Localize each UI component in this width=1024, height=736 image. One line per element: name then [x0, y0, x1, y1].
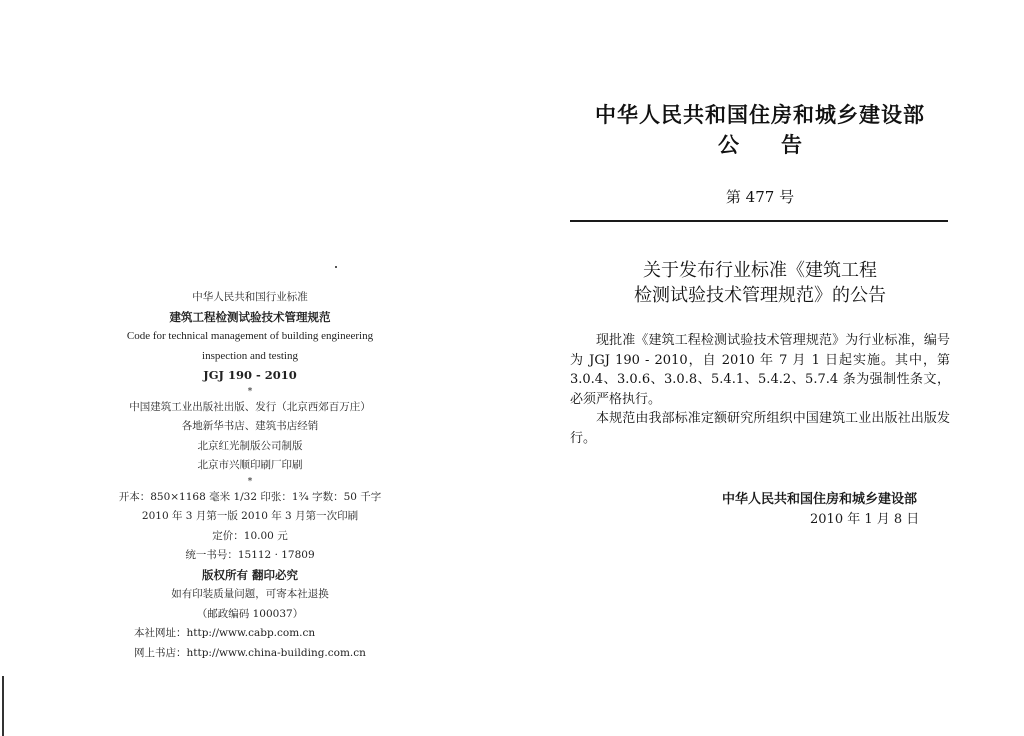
copyright-line: 各地新华书店、建筑书店经销: [181, 420, 319, 432]
separator-star: *: [247, 476, 253, 487]
signature-date: 2010 年 1 月 8 日: [810, 512, 920, 527]
ministry-title: 中华人民共和国住房和城乡建设部: [595, 102, 925, 127]
copyright-line: 定价：10.00 元: [212, 529, 288, 542]
copyright-line: 版权所有 翻印必究: [201, 567, 298, 582]
announcement-number: 第 477 号: [725, 188, 795, 206]
subject-line-2: 检测试验技术管理规范》的公告: [634, 285, 886, 306]
copyright-line: （邮政编码 100037）: [196, 607, 304, 620]
copyright-line: JGJ 190 - 2010: [203, 368, 297, 382]
copyright-line: 网上书店：http://www.china-building.com.cn: [134, 646, 366, 659]
copyright-line: inspection and testing: [202, 349, 298, 362]
signature-block: [722, 490, 942, 530]
scan-edge-mark: [2, 676, 4, 736]
copyright-line: 统一书号：15112 · 17809: [185, 549, 315, 561]
signature-org: 中华人民共和国住房和城乡建设部: [722, 492, 918, 507]
announcement-heading: 公告: [718, 132, 844, 157]
title-rule: [570, 220, 948, 222]
copyright-line: 中国建筑工业出版社出版、发行（北京西郊百万庄）: [129, 400, 371, 413]
body-paragraph-1: 现批准《建筑工程检测试验技术管理规范》为行业标准，编号为 JGJ 190 - 2010，自 2010 年 7 月 1 日起实施。其中，第 3.0.4、3.0.6、3.0.8、5.4.1、5.4.2、5.7.4 条为强制性条文，必须严格执行。: [570, 333, 950, 407]
announcement-page: [570, 100, 950, 448]
separator-star: *: [247, 386, 253, 397]
copyright-line: 中华人民共和国行业标准: [192, 291, 308, 303]
announcement-body: [570, 331, 950, 448]
copyright-page: [100, 288, 400, 663]
copyright-line: 本社网址：http://www.cabp.com.cn: [134, 627, 316, 639]
copyright-line: 如有印装质量问题，可寄本社退换: [171, 588, 329, 600]
copyright-line: 北京市兴顺印刷厂印刷: [197, 459, 303, 471]
copyright-line: 建筑工程检测试验技术管理规范: [169, 309, 331, 324]
subject-line-1: 关于发布行业标准《建筑工程: [643, 260, 877, 281]
copyright-line: 2010 年 3 月第一版 2010 年 3 月第一次印刷: [141, 510, 359, 522]
announcement-subject: [570, 258, 950, 308]
scan-dot: [335, 266, 337, 268]
copyright-line: 开本：850×1168 毫米 1/32 印张：1¾ 字数：50 千字: [118, 490, 382, 503]
body-paragraph-2: 本规范由我部标准定额研究所组织中国建筑工业出版社出版发行。: [570, 411, 950, 446]
copyright-line: Code for technical management of building engineering: [126, 330, 374, 342]
copyright-line: 北京红光制版公司制版: [197, 439, 303, 452]
